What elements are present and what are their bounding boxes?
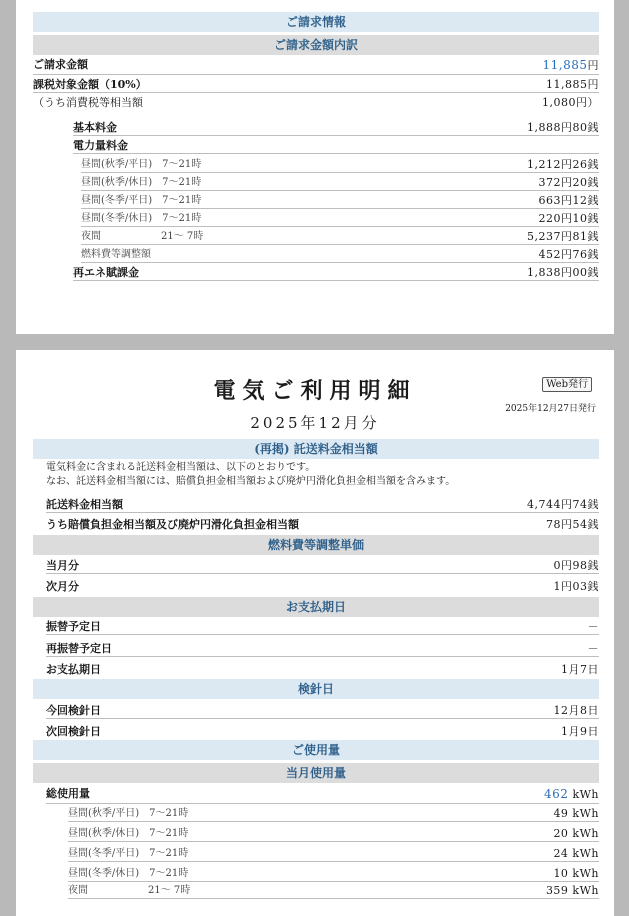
meter-next-value: 1月9日 <box>561 725 599 738</box>
tax-value: 1,080円） <box>542 96 599 109</box>
due-date-label: お支払期日 <box>46 663 101 676</box>
fuel-adjustment-value: 452円76銭 <box>538 248 599 261</box>
taxable-value: 11,885円 <box>546 78 599 91</box>
meter-reading-header: 検針日 <box>33 679 599 699</box>
meter-this-value: 12月8日 <box>553 704 599 717</box>
renewable-levy-row <box>73 264 599 281</box>
usage-rate-value: 24 kWh <box>553 847 599 860</box>
fuel-next-month-label: 次月分 <box>46 580 79 593</box>
usage-rate-label: 昼間(秋季/平日) 7～21時 <box>68 808 189 819</box>
total-usage-row <box>46 785 599 804</box>
fuel-next-month-value: 1円03銭 <box>553 580 599 593</box>
transmission-header: (再掲) 託送料金相当額 <box>33 439 599 459</box>
total-amount-label: ご請求金額 <box>33 58 88 71</box>
transfer-date-label: 振替予定日 <box>46 620 101 633</box>
base-charge-value: 1,888円80銭 <box>527 121 599 134</box>
energy-rate-label: 夜間 21～ 7時 <box>81 231 204 242</box>
total-amount-row <box>33 56 599 75</box>
taxable-row <box>33 76 599 93</box>
energy-rate-label: 昼間(冬季/平日) 7～21時 <box>81 195 202 206</box>
billing-month: 2025年12月分 <box>250 414 380 432</box>
energy-rate-label: 昼間(秋季/平日) 7～21時 <box>81 159 202 170</box>
transmission-label: 託送料金相当額 <box>46 498 123 511</box>
transmission-note-1: 電気料金に含まれる託送料金相当額は、以下のとおりです。 <box>46 462 316 473</box>
usage-rate-value: 49 kWh <box>553 807 599 820</box>
energy-rate-row <box>81 210 599 227</box>
energy-rate-value: 220円10銭 <box>538 212 599 225</box>
renewable-levy-label: 再エネ賦課金 <box>73 266 139 279</box>
usage-rate-value: 359 kWh <box>545 884 599 897</box>
web-issued-badge: Web発行 <box>542 377 592 392</box>
billing-page <box>16 0 614 334</box>
statement-title: 電気ご利用明細 <box>213 378 417 404</box>
transmission-note-2: なお、託送料金相当額には、賠償負担金相当額および廃炉円滑化負担金相当額を含みます。 <box>46 476 456 487</box>
billing-breakdown-header: ご請求金額内訳 <box>33 35 599 55</box>
fuel-adjustment-label: 燃料費等調整額 <box>81 249 151 260</box>
energy-rate-value: 1,212円26銭 <box>527 158 599 171</box>
fuel-this-month-value: 0円98銭 <box>553 559 599 572</box>
usage-rate-row <box>68 805 599 822</box>
tax-row <box>33 94 599 111</box>
billing-info-header: ご請求情報 <box>33 12 599 32</box>
energy-rate-row <box>81 192 599 209</box>
energy-rate-row <box>81 174 599 191</box>
base-charge-label: 基本料金 <box>73 121 117 134</box>
usage-rate-label: 昼間(秋季/休日) 7～21時 <box>68 828 189 839</box>
retransfer-date-value: － <box>587 642 599 655</box>
energy-charge-row <box>73 137 599 154</box>
due-date-value: 1月7日 <box>561 663 599 676</box>
compensation-label: うち賠償負担金相当額及び廃炉円滑化負担金相当額 <box>46 518 299 531</box>
energy-rate-label: 昼間(冬季/休日) 7～21時 <box>81 213 202 224</box>
total-usage-label: 総使用量 <box>46 787 90 800</box>
usage-statement-page <box>16 350 614 916</box>
fuel-this-month-row <box>46 557 599 574</box>
total-amount-value: 11,885 <box>542 58 588 72</box>
compensation-row <box>46 516 599 533</box>
retransfer-date-row <box>46 640 599 657</box>
usage-rate-label: 昼間(冬季/平日) 7～21時 <box>68 848 189 859</box>
energy-rate-value: 663円12銭 <box>538 194 599 207</box>
meter-this-row <box>46 702 599 719</box>
total-usage-value: 462 <box>544 787 569 801</box>
usage-rate-value: 20 kWh <box>553 827 599 840</box>
fuel-next-month-row <box>46 578 599 595</box>
fuel-unit-header: 燃料費等調整単価 <box>33 535 599 555</box>
transfer-date-value: － <box>587 620 599 633</box>
usage-header: ご使用量 <box>33 740 599 760</box>
compensation-value: 78円54銭 <box>546 518 599 531</box>
transmission-row <box>46 496 599 513</box>
usage-rate-row <box>68 845 599 862</box>
renewable-levy-value: 1,838円00銭 <box>527 266 599 279</box>
fuel-adjustment-row <box>81 246 599 263</box>
energy-rate-row <box>81 228 599 245</box>
due-date-row <box>46 661 599 678</box>
meter-next-label: 次回検針日 <box>46 725 101 738</box>
transmission-value: 4,744円74銭 <box>527 498 599 511</box>
issue-date: 2025年12月27日発行 <box>505 404 596 414</box>
usage-rate-row <box>68 865 599 882</box>
payment-header: お支払期日 <box>33 597 599 617</box>
meter-this-label: 今回検針日 <box>46 704 101 717</box>
retransfer-date-label: 再振替予定日 <box>46 642 112 655</box>
energy-rate-label: 昼間(秋季/休日) 7～21時 <box>81 177 202 188</box>
usage-rate-row <box>68 825 599 842</box>
fuel-this-month-label: 当月分 <box>46 559 79 572</box>
taxable-label: 課税対象金額（10%） <box>33 78 147 91</box>
total-amount-unit: 円 <box>587 59 599 72</box>
transfer-date-row <box>46 618 599 635</box>
usage-rate-value: 10 kWh <box>553 867 599 880</box>
total-usage-unit: kWh <box>572 788 599 801</box>
energy-rate-value: 372円20銭 <box>538 176 599 189</box>
tax-label: （うち消費税等相当額 <box>33 96 143 109</box>
energy-charge-label: 電力量料金 <box>73 139 128 152</box>
month-usage-header: 当月使用量 <box>33 763 599 783</box>
usage-rate-row <box>68 882 599 899</box>
energy-rate-value: 5,237円81銭 <box>527 230 599 243</box>
meter-next-row <box>46 723 599 740</box>
base-charge-row <box>73 119 599 136</box>
energy-rate-row <box>81 156 599 173</box>
usage-rate-label: 昼間(冬季/休日) 7～21時 <box>68 868 189 879</box>
usage-rate-label: 夜間 21～ 7時 <box>68 885 191 896</box>
